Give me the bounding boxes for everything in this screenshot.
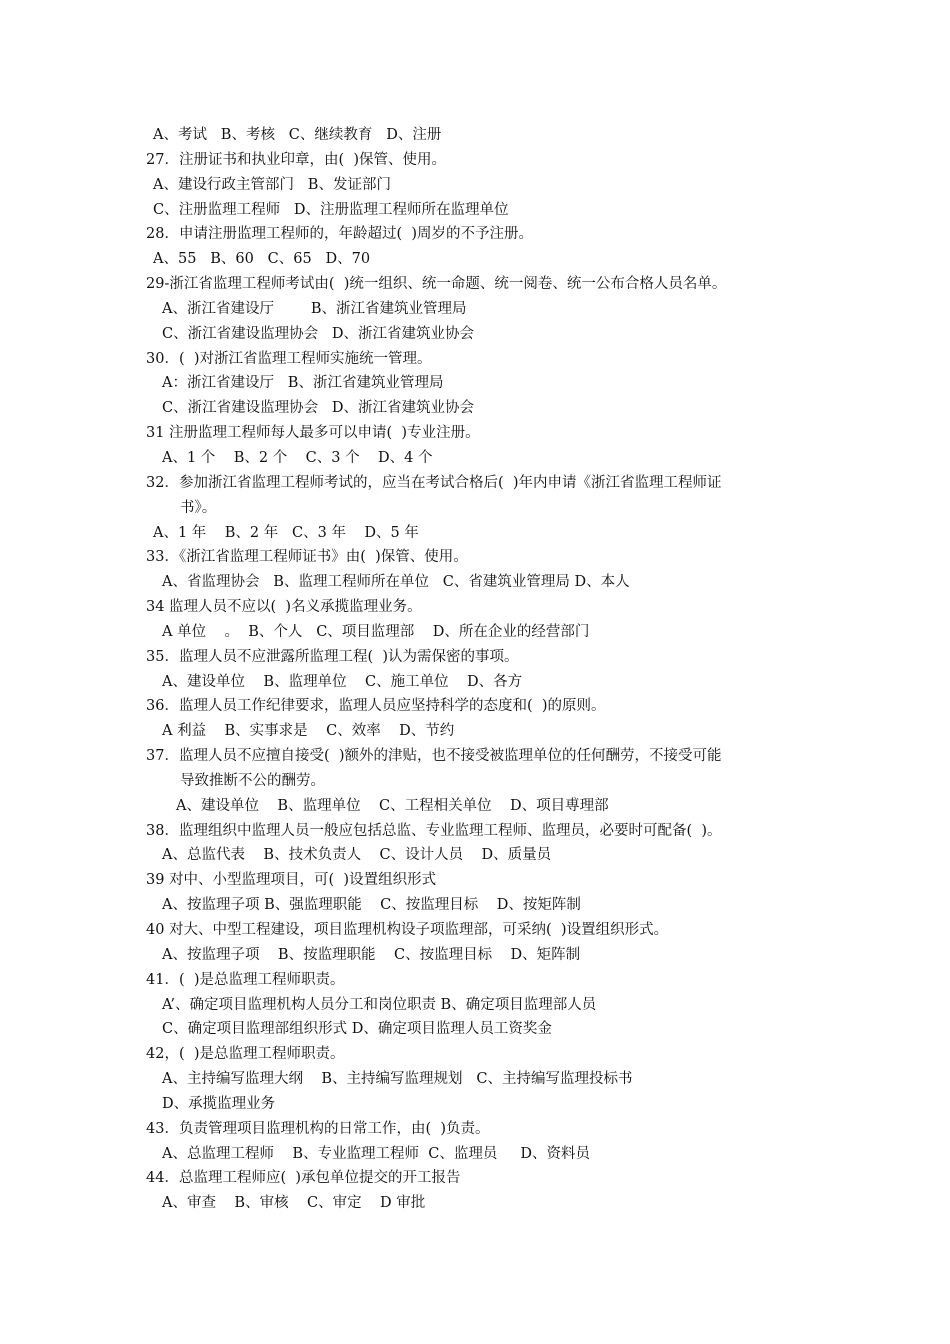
options-line: A 单位 。 B、个人 C、项目监理部 D、所在企业的经营部门: [162, 623, 590, 640]
question-line: 34 监理人员不应以( )名义承揽监理业务。: [146, 599, 422, 616]
options-line: A、按监理子项 B、按监理职能 C、按监理目标 D、矩阵制: [162, 946, 581, 963]
question-continuation: 书》。: [180, 499, 217, 516]
question-line: 31 注册监理工程师每人最多可以申请( )专业注册。: [146, 425, 480, 442]
options-line: A、省监理协会 B、监理工程师所在单位 C、省建筑业管理局 D、本人: [162, 574, 630, 591]
options-line: A、建设单位 B、监理单位 C、施工单位 D、各方: [162, 673, 523, 690]
question-line: 35．监理人员不应泄露所监理工程( )认为需保密的事项。: [146, 648, 519, 665]
question-line: 42，( )是总监理工程师职责。: [146, 1046, 345, 1063]
options-line: C、浙江省建设监理协会 D、浙江省建筑业协会: [162, 325, 475, 342]
options-line: A 利益 B、实事求是 C、效率 D、节约: [162, 723, 455, 740]
options-line: A：浙江省建设厅 B、浙江省建筑业管理局: [162, 375, 444, 392]
question-line: 37．监理人员不应擅自接受( )额外的津贴，也不接受被监理单位的任何酬劳，不接受可能: [146, 748, 722, 765]
question-line: 38．监理组织中监理人员一般应包括总监、专业监理工程师、监理员，必要时可配备( )。: [146, 822, 722, 839]
options-line: A、考试 B、考核 C、继续教育 D、注册: [153, 127, 442, 143]
options-line: C、浙江省建设监理协会 D、浙江省建筑业协会: [162, 400, 475, 417]
question-line: 39 对中、小型监理项目，可( )设置组织形式: [146, 872, 437, 889]
options-line: D、承揽监理业务: [162, 1095, 276, 1112]
options-line: A、审查 B、审核 C、审定 D 审批: [162, 1195, 426, 1212]
options-line: A、1 个 B、2 个 C、3 个 D、4 个: [162, 449, 433, 466]
question-line: 33．《浙江省监理工程师证书》由( )保管、使用。: [146, 549, 468, 566]
question-line: 43．负责管理项目监理机构的日常工作，由( )负责。: [146, 1120, 490, 1137]
options-line: A、浙江省建设厅 B、浙江省建筑业管理局: [162, 300, 467, 317]
question-line: 36．监理人员工作纪律要求，监理人员应坚持科学的态度和( )的原则。: [146, 698, 606, 715]
options-line: C、注册监理工程师 D、注册监理工程师所在监理单位: [153, 201, 509, 218]
options-line: A、按监理子项 B、强监理职能 C、按监理目标 D、按矩阵制: [162, 897, 581, 914]
options-line: A、55 B、60 C、65 D、70: [153, 251, 371, 268]
question-line: 29-浙江省监理工程师考试由( )统一组织、统一命题、统一阅卷、统一公布合格人员名单。: [146, 276, 727, 293]
question-line: 27．注册证书和执业印章，由( )保管、使用。: [146, 151, 446, 168]
options-line: A、建设单位 B、监理单位 C、工程相关单位 D、项目尃理部: [176, 797, 609, 814]
options-line: A、1 年 B、2 年 C、3 年 D、5 年: [153, 524, 419, 541]
question-line: 28．申请注册监理工程师的，年龄超过( )周岁的不予注册。: [146, 226, 533, 243]
question-line: 44．总监理工程师应( )承包单位提交的开工报告: [146, 1170, 461, 1187]
question-continuation: 导致推断不公的酬劳。: [180, 772, 325, 789]
question-line: 41．( )是总监理工程师职责。: [146, 971, 345, 988]
options-line: A、主持编写监理大纲 B、主持编写监理规划 C、主持编写监理投标书: [162, 1071, 633, 1088]
question-line: 30．( )对浙江省监理工程师实施统一管理。: [146, 350, 432, 367]
options-line: A、总监代表 B、技术负责人 C、设计人员 D、质量员: [162, 847, 552, 864]
document-page: [0, 123, 950, 1216]
options-line: A、总监理工程师 B、专业监理工程师 C、监理员 D、资料员: [162, 1145, 591, 1162]
options-line: C、确定项目监理部组织形式 D、确定项目监理人员工资奖金: [162, 1021, 552, 1038]
options-line: A、建设行政主管部门 B、发证部门: [153, 176, 391, 193]
options-line: A’、确定项目监理机构人员分工和岗位职责 B、确定项目监理部人员: [162, 996, 597, 1013]
question-line: 40 对大、中型工程建设，项目监理机构设子项监理部，可采纳( )设置组织形式。: [146, 922, 669, 938]
question-line: 32．参加浙江省监理工程师考试的，应当在考试合格后( )年内申请《浙江省监理工程师证: [146, 474, 722, 491]
